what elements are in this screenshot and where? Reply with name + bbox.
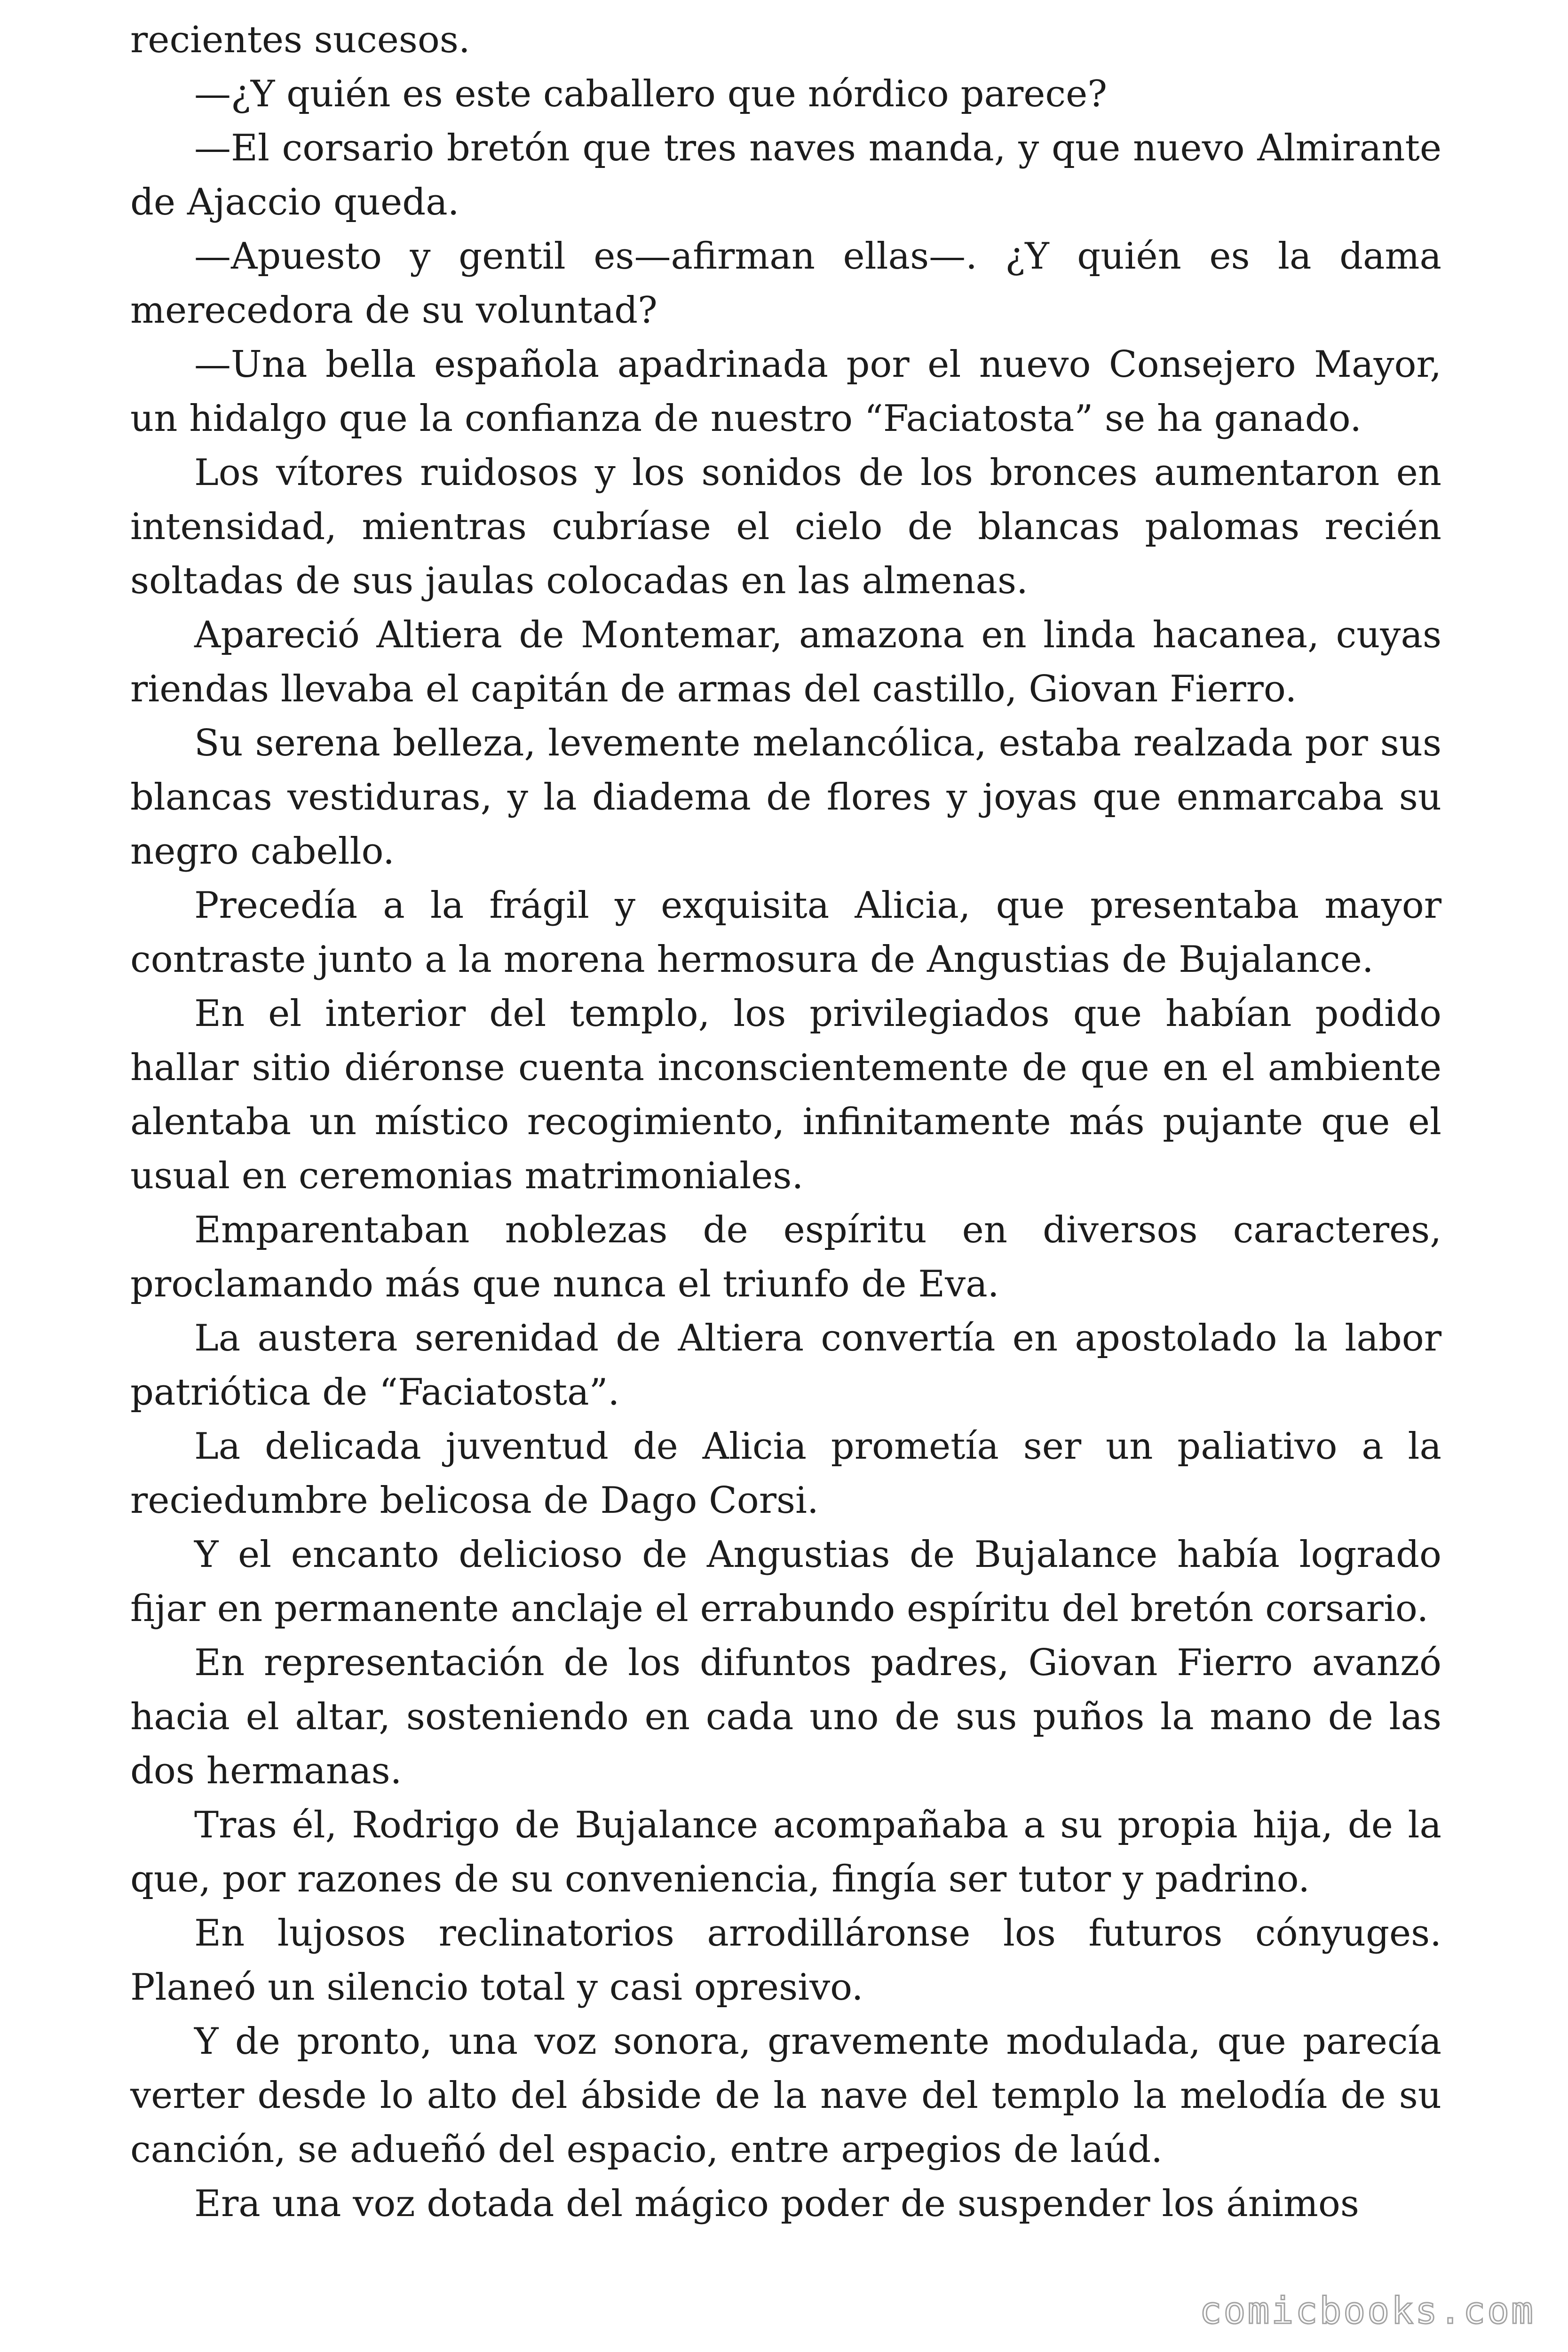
- watermark: comicbooks.com: [1199, 2290, 1535, 2332]
- paragraph: La austera serenidad de Altiera convertía en apostolado la labor patriótica de “Faciatosta”.: [130, 1317, 1441, 1414]
- paragraph: Era una voz dotada del mágico poder de suspender los ánimos: [194, 2183, 1359, 2225]
- paragraph: —El corsario bretón que tres naves manda, y que nuevo Almirante de Ajaccio queda.: [130, 127, 1441, 223]
- paragraph: La delicada juventud de Alicia prometía ser un paliativo a la reciedumbre belicosa de Dago Corsi.: [130, 1425, 1441, 1522]
- paragraph: En el interior del templo, los privilegiados que habían podido hallar sitio diéronse cuenta inconscientemente de que en el ambiente alentaba un místico recogimiento, infinitamente más pujante que el usual en ceremonias matrimoniales.: [130, 993, 1441, 1197]
- paragraph: Y de pronto, una voz sonora, gravemente modulada, que parecía verter desde lo alto del ábside de la nave del templo la melodía de su canción, se adueñó del espacio, entre arpegios de laúd.: [130, 2020, 1441, 2171]
- paragraph: En representación de los difuntos padres, Giovan Fierro avanzó hacia el altar, sosteniendo en cada uno de sus puños la mano de las dos hermanas.: [130, 1642, 1441, 1792]
- paragraph: Y el encanto delicioso de Angustias de Bujalance había logrado fijar en permanente anclaje el errabundo espíritu del bretón corsario.: [130, 1534, 1441, 1630]
- paragraph: —Una bella española apadrinada por el nuevo Consejero Mayor, un hidalgo que la confianza de nuestro “Faciatosta” se ha ganado.: [130, 343, 1441, 440]
- paragraph: Su serena belleza, levemente melancólica, estaba realzada por sus blancas vestiduras, y la diadema de flores y joyas que enmarcaba su negro cabello.: [130, 722, 1441, 873]
- paragraph: Tras él, Rodrigo de Bujalance acompañaba a su propia hija, de la que, por razones de su conveniencia, fingía ser tutor y padrino.: [130, 1804, 1441, 1900]
- paragraph: Precedía a la frágil y exquisita Alicia, que presentaba mayor contraste junto a la morena hermosura de Angustias de Bujalance.: [130, 884, 1441, 981]
- paragraph: recientes sucesos.: [130, 19, 470, 61]
- paragraph: Apareció Altiera de Montemar, amazona en linda hacanea, cuyas riendas llevaba el capitán de armas del castillo, Giovan Fierro.: [130, 614, 1441, 710]
- paragraph: —Apuesto y gentil es—afirman ellas—. ¿Y quién es la dama merecedora de su voluntad?: [130, 235, 1441, 332]
- book-page-text: [130, 13, 1441, 2231]
- paragraph: Los vítores ruidosos y los sonidos de los bronces aumentaron en intensidad, mientras cubríase el cielo de blancas palomas recién soltadas de sus jaulas colocadas en las almenas.: [130, 452, 1441, 602]
- paragraph: —¿Y quién es este caballero que nórdico parece?: [194, 73, 1108, 115]
- paragraph: Emparentaban noblezas de espíritu en diversos caracteres, proclamando más que nunca el triunfo de Eva.: [130, 1209, 1441, 1305]
- paragraph: En lujosos reclinatorios arrodilláronse los futuros cónyuges. Planeó un silencio total y casi opresivo.: [130, 1912, 1441, 2009]
